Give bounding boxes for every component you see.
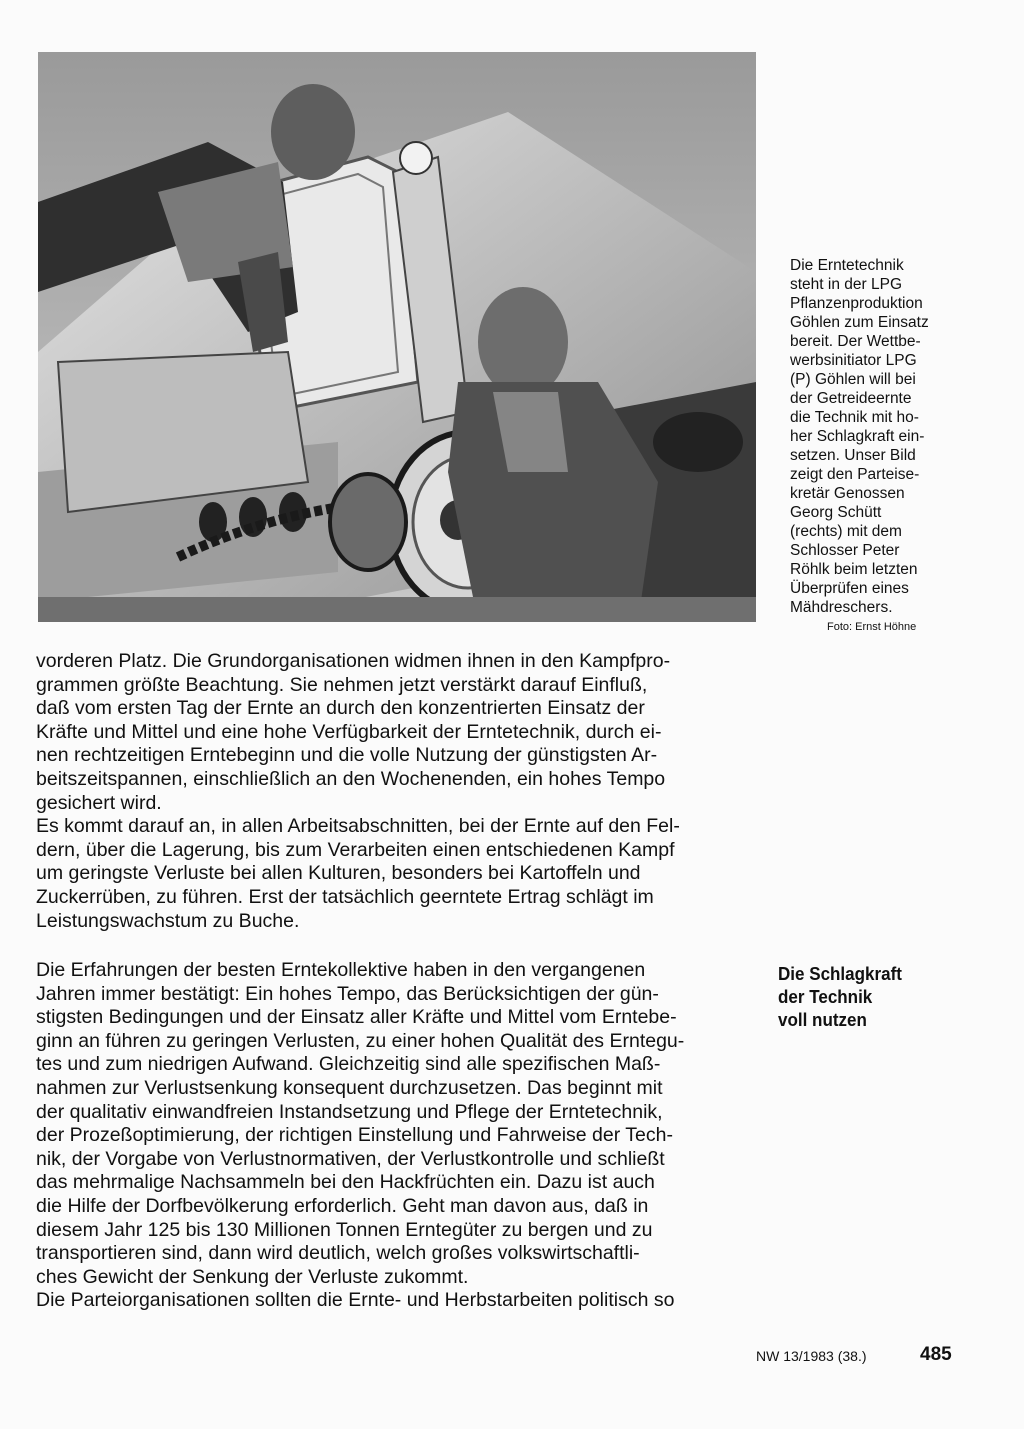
body-line: die Hilfe der Dorfbevölkerung erforderlich. Geht man davon aus, daß in [36, 1194, 649, 1217]
body-line: nen rechtzeitigen Erntebeginn und die volle Nutzung der günstigsten Ar- [36, 744, 658, 767]
body-line: das mehrmalige Nachsammeln bei den Hackfrüchten ein. Dazu ist auch [36, 1171, 655, 1194]
body-line: transportieren sind, dann wird deutlich, welch großes volkswirtschaftli- [36, 1242, 640, 1265]
caption-line: werbsinitiator LPG [790, 352, 917, 369]
body-line: tes und zum niedrigen Aufwand. Gleichzeitig sind alle spezifischen Maß- [36, 1053, 661, 1076]
photo-credit: Foto: Ernst Höhne [827, 621, 917, 633]
caption-line: zeigt den Parteise- [790, 466, 920, 483]
caption-line: steht in der LPG [790, 276, 903, 293]
body-line: der qualitativ einwandfreien Instandsetzung und Pflege der Erntetechnik, [36, 1100, 663, 1123]
body-paragraph-block-1 [36, 650, 752, 933]
photo-harvest-machine-icon [38, 52, 756, 622]
caption-line: Schlosser Peter [790, 542, 900, 559]
caption-line: Die Erntetechnik [790, 257, 904, 274]
photo-caption [790, 256, 970, 617]
body-line: gesichert wird. [36, 791, 162, 814]
body-line: Die Parteiorganisationen sollten die Ernte- und Herbstarbeiten politisch so [36, 1289, 675, 1312]
heading-line: voll nutzen [778, 1009, 867, 1030]
caption-line: (P) Göhlen will bei [790, 371, 916, 388]
caption-line: Georg Schütt [790, 504, 882, 521]
caption-line: der Getreideernte [790, 390, 912, 407]
heading-line: der Technik [778, 986, 873, 1007]
body-line: nahmen zur Verlustsenkung konsequent durchzusetzen. Das beginnt mit [36, 1076, 663, 1099]
caption-line: Göhlen zum Einsatz [790, 314, 929, 331]
body-line: Es kommt darauf an, in allen Arbeitsabschnitten, bei der Ernte auf den Fel- [36, 815, 680, 838]
caption-line: Pflanzenproduktion [790, 295, 923, 312]
body-line: Die Erfahrungen der besten Erntekollektive haben in den vergangenen [36, 959, 646, 981]
caption-line: bereit. Der Wettbe- [790, 333, 921, 350]
caption-line: Mähdreschers. [790, 599, 893, 616]
body-line: stigsten Bedingungen und der Einsatz aller Kräfte und Mittel vom Erntebe- [36, 1006, 677, 1029]
section-heading [778, 962, 978, 1031]
body-line: Zuckerrüben, zu führen. Erst der tatsächlich geerntete Ertrag schlägt im [36, 885, 654, 908]
harvest-photo [38, 52, 756, 622]
caption-line: her Schlagkraft ein- [790, 428, 925, 445]
body-line: ches Gewicht der Senkung der Verluste zukommt. [36, 1265, 469, 1288]
body-line: beitszeitspannen, einschließlich an den Wochenenden, ein hohes Tempo [36, 767, 666, 790]
caption-line: kretär Genossen [790, 485, 905, 502]
footer-issue-label: NW 13/1983 (38.) [756, 1348, 867, 1364]
page-number: 485 [920, 1344, 952, 1365]
body-line: der Prozeßoptimierung, der richtigen Einstellung und Fahrweise der Tech- [36, 1124, 673, 1147]
body-line: vorderen Platz. Die Grundorganisationen widmen ihnen in den Kampfpro- [36, 650, 671, 672]
caption-line: Röhlk beim letzten [790, 561, 918, 578]
caption-line: Überprüfen eines [790, 580, 909, 597]
body-line: Jahren immer bestätigt: Ein hohes Tempo, das Berücksichtigen der gün- [36, 982, 659, 1005]
body-line: dern, über die Lagerung, bis zum Verarbeiten einen entschiedenen Kampf [36, 838, 675, 861]
caption-line: die Technik mit ho- [790, 409, 919, 426]
body-line: Kräfte und Mittel und eine hohe Verfügbarkeit der Erntetechnik, durch ei- [36, 720, 662, 743]
body-line: Leistungswachstum zu Buche. [36, 909, 300, 932]
caption-line: (rechts) mit dem [790, 523, 902, 540]
body-line: daß vom ersten Tag der Ernte an durch den konzentrierten Einsatz der [36, 697, 645, 720]
body-paragraph-block-2 [36, 959, 752, 1313]
body-line: ginn an führen zu geringen Verlusten, zu einer hohen Qualität des Erntegu- [36, 1029, 685, 1052]
body-line: grammen größte Beachtung. Sie nehmen jetzt verstärkt darauf Einfluß, [36, 673, 648, 696]
caption-line: setzen. Unser Bild [790, 447, 916, 464]
heading-line: Die Schlagkraft [778, 963, 902, 984]
body-line: diesem Jahr 125 bis 130 Millionen Tonnen Erntegüter zu bergen und zu [36, 1218, 653, 1241]
body-line: um geringste Verluste bei allen Kulturen, besonders bei Kartoffeln und [36, 862, 641, 885]
body-line: nik, der Vorgabe von Verlustnormativen, der Verlustkontrolle und schließt [36, 1147, 665, 1170]
